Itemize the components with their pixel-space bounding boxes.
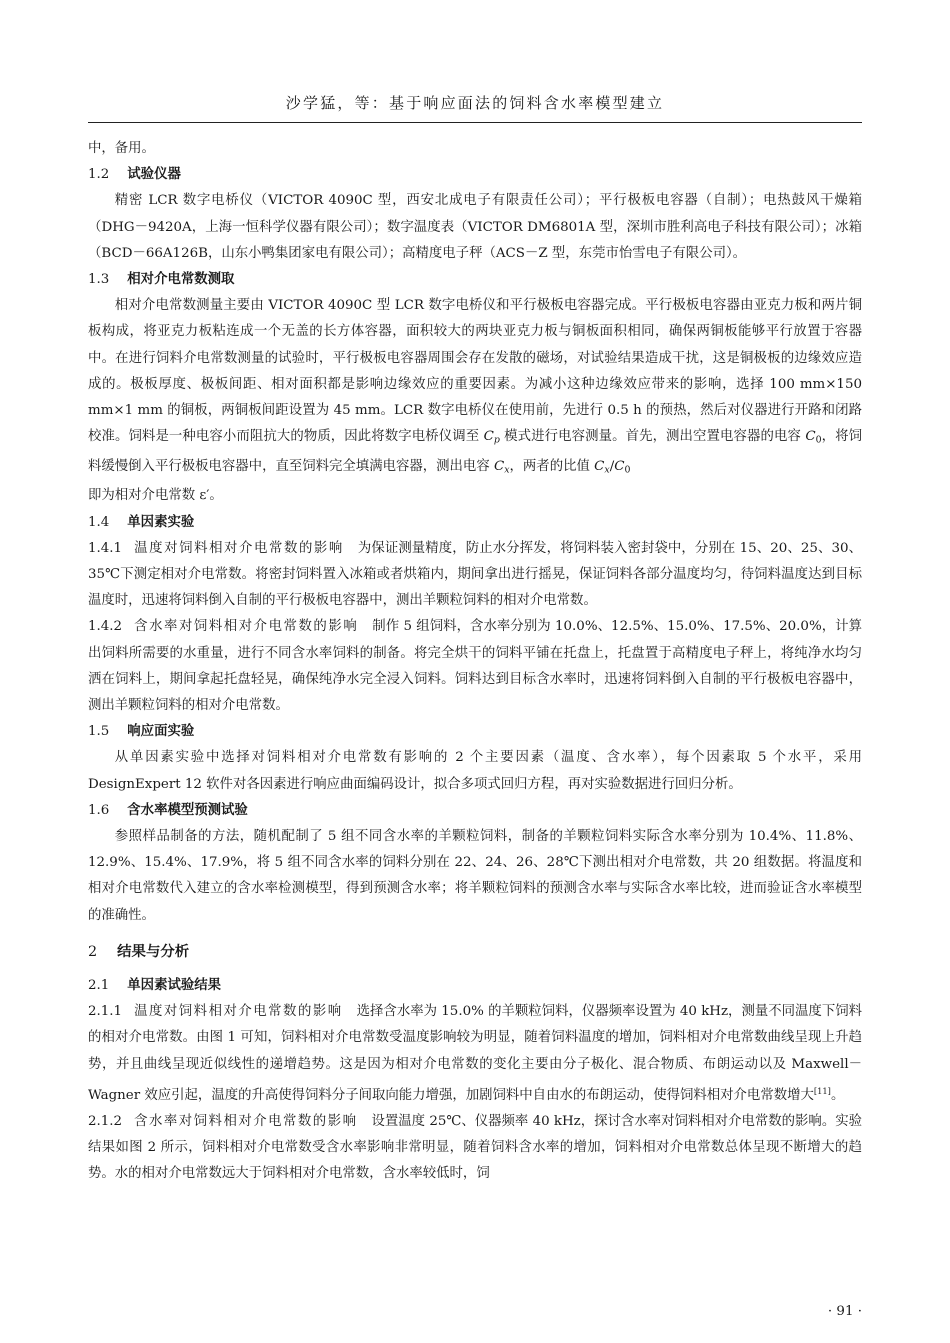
subsection-number: 2.1.1 bbox=[88, 1004, 123, 1020]
section-heading-1-4 bbox=[88, 510, 862, 536]
section-number: 1.4 bbox=[88, 514, 110, 530]
subsection-number: 1.4.2 bbox=[88, 619, 123, 635]
paragraph-1-4-1 bbox=[88, 536, 862, 615]
text-run: 设置温度 25℃、仪器频率 40 kHz，探讨含水率对饲料相对介电常数的影响。实验结果如图 2 所示，饲料相对介电常数受含水率影响非常明显，随着饲料含水率的增加，饲料相对介电常数总体呈现不断增大的趋势。水的相对介电常数远大于饲料相对介电常数，含水率较低时，饲 bbox=[88, 1113, 863, 1182]
subscript-p: p bbox=[493, 434, 500, 446]
section-heading-1-3 bbox=[88, 267, 862, 293]
symbol-c: C bbox=[614, 458, 625, 474]
section-number: 1.6 bbox=[88, 802, 110, 818]
section-heading-2 bbox=[88, 939, 862, 965]
subsection-number: 1.4.1 bbox=[88, 540, 123, 556]
text-run: 模式进行电容测量。首先，测出空置电容器的电容 bbox=[499, 429, 806, 445]
running-head-title: 沙学猛，等：基于响应面法的饲料含水率模型建立 bbox=[285, 94, 665, 112]
section-number: 2 bbox=[88, 943, 98, 960]
symbol-c: C bbox=[594, 458, 605, 474]
section-heading-1-2 bbox=[88, 162, 862, 188]
text-run: 相对介电常数测量主要由 VICTOR 4090C 型 LCR 数字电桥仪和平行极板电容器完成。平行极板电容器由亚克力板和两片铜板构成，将亚克力板粘连成一个无盖的长方体容器，面积较大的两块亚克力板与铜板面积相同，确保两铜板能够平行放置于容器中。在进行饲料介电常数测量的试验时，平行极板电容器周围会存在发散的磁场，对试验结果造成干扰，这是铜极板的边缘效应造成的。极板厚度、极板间距、相对面积都是影响边缘效应的重要因素。为减小这种边缘效应带来的影响，选择 100 mm×150 mm×1 mm 的铜板，两铜板间距设置为 45 mm。LCR 数字电桥仪在使用前，先进行 0.5 h 的预热，然后对仪器进行开路和闭路校准。饲料是一种电容小而阻抗大的物质，因此将数字电桥仪调至 bbox=[88, 298, 862, 445]
symbol-c: C bbox=[805, 429, 816, 445]
paragraph-2-1-1 bbox=[88, 999, 862, 1109]
symbol-c: C bbox=[493, 458, 505, 474]
subsection-title: 含水率对饲料相对介电常数的影响 bbox=[134, 619, 359, 635]
text-run: ，将饲料缓慢倒入平行极板电容器中，直至饲料完全填满电容器，测出电容 bbox=[88, 429, 863, 474]
slash: / bbox=[609, 458, 615, 474]
subsection-number: 2.1.2 bbox=[88, 1113, 123, 1129]
subscript-x: x bbox=[504, 464, 510, 476]
text-run: ，两者的比值 bbox=[509, 458, 595, 474]
section-heading-2-1 bbox=[88, 973, 862, 999]
section-number: 1.5 bbox=[88, 724, 110, 740]
text-run: 选择含水率为 15.0% 的羊颗粒饲料，仪器频率设置为 40 kHz，测量不同温度下饲料的相对介电常数。由图 1 可知，饲料相对介电常数受温度影响较为明显，随着饲料温度的增加，饲料相对介电常数曲线呈现上升趋势，并且曲线呈现近似线性的递增趋势。这是因为相对介电常数的变化主要由分子极化、混合物质、布朗运动以及 Maxwell－Wagner 效应引起，温度的升高使得饲料分子间取向能力增强，加剧饲料中自由水的布朗运动，使得饲料相对介电常数增大 bbox=[88, 1004, 863, 1103]
subscript-0: 0 bbox=[815, 434, 822, 446]
section-title: 含水率模型预测试验 bbox=[127, 802, 248, 818]
section-title: 相对介电常数测取 bbox=[127, 272, 235, 288]
section-title: 单因素实验 bbox=[127, 514, 195, 530]
paragraph-instruments: 精密 LCR 数字电桥仪（VICTOR 4090C 型，西安北成电子有限责任公司）；平行极板电容器（自制）；电热鼓风干燥箱（DHG－9420A，上海一恒科学仪器有限公司）；数字温度表（VICTOR DM6801A 型，深圳市胜利高电子科技有限公司）；冰箱（BCD－66A126B，山东小鸭集团家电有限公司）；高精度电子秤（ACS－Z 型，东莞市怡雪电子有限公司）。 bbox=[88, 193, 862, 261]
section-title: 响应面实验 bbox=[127, 724, 195, 740]
text-run: 。 bbox=[830, 1087, 845, 1103]
subscript-0: 0 bbox=[624, 464, 631, 476]
citation-ref: [11] bbox=[813, 1085, 831, 1096]
section-number: 2.1 bbox=[88, 977, 110, 993]
section-number: 1.2 bbox=[88, 167, 110, 183]
paragraph-1-4-2 bbox=[88, 614, 862, 719]
paragraph-model-prediction: 参照样品制备的方法，随机配制了 5 组不同含水率的羊颗粒饲料，制备的羊颗粒饲料实际含水率分别为 10.4%、11.8%、12.9%、15.4%、17.9%，将 5 组不同含水率的饲料分别在 22、24、26、28℃下测出相对介电常数，共 20 组数据。将温度和相对介电常数代入建立的含水率检测模型，得到预测含水率；将羊颗粒饲料的预测含水率与实际含水率比较，进而验证含水率模型的准确性。 bbox=[88, 828, 862, 923]
section-heading-1-6 bbox=[88, 798, 862, 824]
header-rule bbox=[88, 122, 862, 123]
page-number: · 91 · bbox=[827, 1304, 862, 1319]
subsection-title: 温度对饲料相对介电常数的影响 bbox=[134, 1004, 343, 1020]
text-run: 为保证测量精度，防止水分挥发，将饲料装入密封袋中，分别在 15、20、25、30、35℃下测定相对介电常数。将密封饲料置入冰箱或者烘箱内，期间拿出进行摇晃，保证饲料各部分温度均匀，待饲料温度达到目标温度时，迅速将饲料倒入自制的平行极板电容器中，测出羊颗粒饲料的相对介电常数。 bbox=[88, 540, 862, 609]
section-title: 结果与分析 bbox=[117, 943, 190, 960]
subsection-title: 温度对饲料相对介电常数的影响 bbox=[134, 540, 344, 556]
text-run: 即为相对介电常数 ε′。 bbox=[88, 488, 223, 504]
subscript-x: x bbox=[604, 464, 610, 476]
paragraph-2-1-2 bbox=[88, 1109, 862, 1188]
article-body bbox=[88, 136, 862, 1188]
section-heading-1-5 bbox=[88, 719, 862, 745]
symbol-c: C bbox=[483, 429, 494, 445]
section-title: 试验仪器 bbox=[127, 167, 181, 183]
subsection-title: 含水率对饲料相对介电常数的影响 bbox=[134, 1113, 358, 1129]
continued-text: 中，备用。 bbox=[88, 141, 155, 156]
section-title: 单因素试验结果 bbox=[127, 977, 222, 993]
paragraph-dielectric-measurement bbox=[88, 293, 862, 509]
text-run: 制作 5 组饲料，含水率分别为 10.0%、12.5%、15.0%、17.5%、20.0%，计算出饲料所需要的水重量，进行不同含水率饲料的制备。将完全烘干的饲料平铺在托盘上，托盘置于高精度电子秤上，将纯净水均匀洒在饲料上，期间拿起托盘轻晃，确保纯净水完全浸入饲料。饲料达到目标含水率时，迅速将饲料倒入自制的平行极板电容器中，测出羊颗粒饲料的相对介电常数。 bbox=[88, 619, 863, 713]
section-number: 1.3 bbox=[88, 272, 110, 288]
paragraph-response-surface: 从单因素实验中选择对饲料相对介电常数有影响的 2 个主要因素（温度、含水率），每个因素取 5 个水平，采用 DesignExpert 12 软件对各因素进行响应曲面编码设计，拟合多项式回归方程，再对实验数据进行回归分析。 bbox=[88, 750, 862, 792]
